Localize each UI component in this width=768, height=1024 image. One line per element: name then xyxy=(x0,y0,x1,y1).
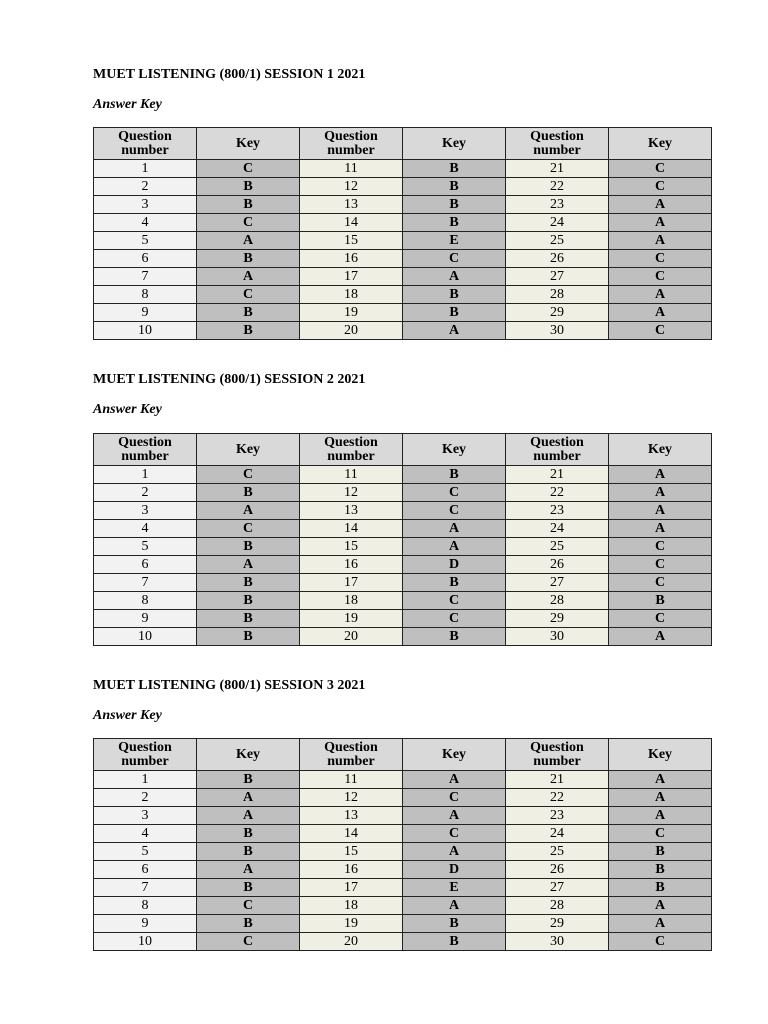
answer-key-cell: B xyxy=(197,250,300,268)
answer-key-cell: A xyxy=(403,322,506,340)
answer-key-cell: A xyxy=(609,897,712,915)
table-row xyxy=(94,484,712,502)
question-number-cell: 15 xyxy=(300,843,403,861)
answer-key-cell: A xyxy=(197,861,300,879)
column-header-key: Key xyxy=(197,739,300,771)
question-number-cell: 8 xyxy=(94,897,197,915)
answer-key-cell: C xyxy=(403,610,506,628)
answer-key-cell: A xyxy=(403,520,506,538)
answer-key-cell: C xyxy=(609,825,712,843)
question-number-cell: 28 xyxy=(506,592,609,610)
question-number-cell: 11 xyxy=(300,160,403,178)
question-number-cell: 21 xyxy=(506,466,609,484)
answer-key-cell: A xyxy=(609,484,712,502)
question-number-cell: 6 xyxy=(94,556,197,574)
question-number-cell: 6 xyxy=(94,861,197,879)
table-row xyxy=(94,250,712,268)
answer-key-cell: B xyxy=(197,574,300,592)
table-header-row xyxy=(94,739,712,771)
answer-key-cell: A xyxy=(609,520,712,538)
answer-key-cell: C xyxy=(609,610,712,628)
answer-key-cell: A xyxy=(609,771,712,789)
question-number-cell: 2 xyxy=(94,178,197,196)
answer-key-cell: C xyxy=(197,214,300,232)
question-number-cell: 23 xyxy=(506,196,609,214)
answer-key-cell: C xyxy=(609,556,712,574)
question-number-cell: 14 xyxy=(300,520,403,538)
answer-key-cell: C xyxy=(403,502,506,520)
column-header-key: Key xyxy=(609,128,712,160)
answer-key-cell: A xyxy=(197,268,300,286)
answer-key-cell: B xyxy=(197,771,300,789)
table-row xyxy=(94,807,712,825)
question-number-cell: 22 xyxy=(506,789,609,807)
answer-key-table-session-3 xyxy=(93,738,712,951)
table-row xyxy=(94,574,712,592)
table-row xyxy=(94,196,712,214)
answer-key-cell: A xyxy=(403,843,506,861)
table-row xyxy=(94,861,712,879)
answer-key-cell: A xyxy=(197,807,300,825)
table-row xyxy=(94,556,712,574)
table-row xyxy=(94,789,712,807)
question-number-cell: 17 xyxy=(300,574,403,592)
question-number-cell: 8 xyxy=(94,592,197,610)
answer-key-cell: B xyxy=(609,879,712,897)
question-number-cell: 4 xyxy=(94,825,197,843)
answer-key-cell: A xyxy=(197,232,300,250)
column-header-question-number: Question number xyxy=(300,739,403,771)
question-number-cell: 19 xyxy=(300,304,403,322)
column-header-key: Key xyxy=(609,739,712,771)
question-number-cell: 23 xyxy=(506,807,609,825)
question-number-cell: 12 xyxy=(300,178,403,196)
question-number-cell: 16 xyxy=(300,250,403,268)
question-number-cell: 14 xyxy=(300,825,403,843)
question-number-cell: 16 xyxy=(300,861,403,879)
answer-key-cell: C xyxy=(609,160,712,178)
question-number-cell: 1 xyxy=(94,160,197,178)
answer-key-cell: B xyxy=(403,160,506,178)
answer-key-cell: B xyxy=(197,538,300,556)
question-number-cell: 11 xyxy=(300,466,403,484)
answer-key-cell: C xyxy=(197,466,300,484)
question-number-cell: 22 xyxy=(506,178,609,196)
question-number-cell: 24 xyxy=(506,214,609,232)
column-header-question-number: Question number xyxy=(300,434,403,466)
question-number-cell: 28 xyxy=(506,286,609,304)
column-header-question-number: Question number xyxy=(94,739,197,771)
question-number-cell: 29 xyxy=(506,915,609,933)
question-number-cell: 13 xyxy=(300,196,403,214)
column-header-key: Key xyxy=(197,128,300,160)
column-header-key: Key xyxy=(403,739,506,771)
question-number-cell: 7 xyxy=(94,879,197,897)
question-number-cell: 14 xyxy=(300,214,403,232)
answer-key-cell: A xyxy=(403,771,506,789)
question-number-cell: 25 xyxy=(506,843,609,861)
question-number-cell: 10 xyxy=(94,628,197,646)
answer-key-cell: B xyxy=(403,628,506,646)
answer-key-cell: B xyxy=(403,178,506,196)
table-row xyxy=(94,879,712,897)
table-row xyxy=(94,933,712,951)
answer-key-cell: B xyxy=(609,592,712,610)
question-number-cell: 12 xyxy=(300,789,403,807)
table-row xyxy=(94,502,712,520)
answer-key-cell: A xyxy=(609,502,712,520)
answer-key-cell: A xyxy=(609,628,712,646)
table-row xyxy=(94,610,712,628)
question-number-cell: 7 xyxy=(94,574,197,592)
answer-key-cell: B xyxy=(609,861,712,879)
table-row xyxy=(94,466,712,484)
question-number-cell: 26 xyxy=(506,861,609,879)
answer-key-cell: B xyxy=(197,879,300,897)
answer-key-cell: C xyxy=(609,933,712,951)
question-number-cell: 10 xyxy=(94,322,197,340)
question-number-cell: 1 xyxy=(94,466,197,484)
answer-key-cell: B xyxy=(403,466,506,484)
answer-key-cell: B xyxy=(403,574,506,592)
column-header-question-number: Question number xyxy=(506,739,609,771)
question-number-cell: 21 xyxy=(506,160,609,178)
answer-key-cell: B xyxy=(197,484,300,502)
table-row xyxy=(94,160,712,178)
column-header-question-number: Question number xyxy=(300,128,403,160)
answer-key-cell: A xyxy=(197,789,300,807)
question-number-cell: 7 xyxy=(94,268,197,286)
question-number-cell: 20 xyxy=(300,933,403,951)
question-number-cell: 12 xyxy=(300,484,403,502)
answer-key-cell: C xyxy=(609,574,712,592)
answer-key-cell: B xyxy=(197,592,300,610)
table-row xyxy=(94,322,712,340)
answer-key-cell: C xyxy=(197,897,300,915)
table-header-row xyxy=(94,128,712,160)
answer-key-cell: C xyxy=(609,250,712,268)
answer-key-cell: A xyxy=(609,789,712,807)
answer-key-cell: B xyxy=(403,304,506,322)
question-number-cell: 13 xyxy=(300,502,403,520)
answer-key-cell: B xyxy=(197,304,300,322)
answer-key-cell: A xyxy=(403,897,506,915)
question-number-cell: 9 xyxy=(94,610,197,628)
answer-key-cell: A xyxy=(609,232,712,250)
question-number-cell: 27 xyxy=(506,268,609,286)
column-header-key: Key xyxy=(403,434,506,466)
answer-key-cell: C xyxy=(609,268,712,286)
table-row xyxy=(94,286,712,304)
answer-key-cell: B xyxy=(403,933,506,951)
section-3-subtitle: Answer Key xyxy=(93,708,162,723)
answer-key-cell: B xyxy=(403,286,506,304)
table-row xyxy=(94,178,712,196)
answer-key-cell: C xyxy=(197,933,300,951)
question-number-cell: 30 xyxy=(506,322,609,340)
question-number-cell: 3 xyxy=(94,502,197,520)
answer-key-cell: D xyxy=(403,861,506,879)
answer-key-cell: C xyxy=(609,322,712,340)
question-number-cell: 3 xyxy=(94,807,197,825)
answer-key-cell: C xyxy=(609,538,712,556)
answer-key-cell: A xyxy=(609,196,712,214)
answer-key-cell: C xyxy=(197,160,300,178)
question-number-cell: 27 xyxy=(506,574,609,592)
answer-key-cell: C xyxy=(403,825,506,843)
answer-key-cell: A xyxy=(609,915,712,933)
question-number-cell: 28 xyxy=(506,897,609,915)
answer-key-cell: B xyxy=(197,843,300,861)
answer-key-cell: A xyxy=(403,538,506,556)
question-number-cell: 4 xyxy=(94,214,197,232)
question-number-cell: 26 xyxy=(506,250,609,268)
question-number-cell: 17 xyxy=(300,879,403,897)
table-row xyxy=(94,520,712,538)
question-number-cell: 30 xyxy=(506,933,609,951)
answer-key-cell: E xyxy=(403,232,506,250)
question-number-cell: 9 xyxy=(94,915,197,933)
question-number-cell: 18 xyxy=(300,592,403,610)
column-header-question-number: Question number xyxy=(94,128,197,160)
question-number-cell: 23 xyxy=(506,502,609,520)
column-header-question-number: Question number xyxy=(506,128,609,160)
section-2-title: MUET LISTENING (800/1) SESSION 2 2021 xyxy=(93,372,366,387)
table-row xyxy=(94,304,712,322)
answer-key-cell: A xyxy=(403,807,506,825)
question-number-cell: 22 xyxy=(506,484,609,502)
question-number-cell: 25 xyxy=(506,232,609,250)
question-number-cell: 27 xyxy=(506,879,609,897)
question-number-cell: 24 xyxy=(506,825,609,843)
answer-key-cell: C xyxy=(403,250,506,268)
answer-key-cell: A xyxy=(609,286,712,304)
answer-key-cell: B xyxy=(197,825,300,843)
question-number-cell: 9 xyxy=(94,304,197,322)
table-row xyxy=(94,268,712,286)
answer-key-cell: B xyxy=(403,915,506,933)
answer-key-cell: A xyxy=(609,304,712,322)
table-row xyxy=(94,232,712,250)
question-number-cell: 10 xyxy=(94,933,197,951)
table-row xyxy=(94,843,712,861)
column-header-question-number: Question number xyxy=(94,434,197,466)
answer-key-cell: D xyxy=(403,556,506,574)
question-number-cell: 4 xyxy=(94,520,197,538)
question-number-cell: 3 xyxy=(94,196,197,214)
answer-key-cell: A xyxy=(609,807,712,825)
answer-key-cell: A xyxy=(609,466,712,484)
section-1-subtitle: Answer Key xyxy=(93,97,162,112)
column-header-key: Key xyxy=(197,434,300,466)
table-row xyxy=(94,214,712,232)
question-number-cell: 5 xyxy=(94,232,197,250)
question-number-cell: 25 xyxy=(506,538,609,556)
question-number-cell: 26 xyxy=(506,556,609,574)
answer-key-cell: A xyxy=(609,214,712,232)
table-row xyxy=(94,771,712,789)
question-number-cell: 16 xyxy=(300,556,403,574)
question-number-cell: 2 xyxy=(94,789,197,807)
question-number-cell: 6 xyxy=(94,250,197,268)
question-number-cell: 15 xyxy=(300,538,403,556)
question-number-cell: 18 xyxy=(300,897,403,915)
question-number-cell: 30 xyxy=(506,628,609,646)
question-number-cell: 29 xyxy=(506,304,609,322)
table-header-row xyxy=(94,434,712,466)
answer-key-cell: A xyxy=(197,502,300,520)
answer-key-cell: B xyxy=(403,196,506,214)
answer-key-cell: B xyxy=(403,214,506,232)
question-number-cell: 19 xyxy=(300,915,403,933)
question-number-cell: 24 xyxy=(506,520,609,538)
answer-key-cell: E xyxy=(403,879,506,897)
answer-key-cell: B xyxy=(197,178,300,196)
question-number-cell: 1 xyxy=(94,771,197,789)
table-row xyxy=(94,628,712,646)
table-row xyxy=(94,897,712,915)
question-number-cell: 11 xyxy=(300,771,403,789)
question-number-cell: 5 xyxy=(94,843,197,861)
question-number-cell: 17 xyxy=(300,268,403,286)
column-header-key: Key xyxy=(403,128,506,160)
answer-key-table-session-2 xyxy=(93,433,712,646)
answer-key-cell: C xyxy=(609,178,712,196)
column-header-key: Key xyxy=(609,434,712,466)
question-number-cell: 18 xyxy=(300,286,403,304)
column-header-question-number: Question number xyxy=(506,434,609,466)
table-row xyxy=(94,592,712,610)
question-number-cell: 8 xyxy=(94,286,197,304)
answer-key-cell: B xyxy=(197,610,300,628)
answer-key-cell: B xyxy=(197,628,300,646)
answer-key-cell: C xyxy=(197,520,300,538)
answer-key-cell: B xyxy=(197,322,300,340)
answer-key-cell: C xyxy=(403,484,506,502)
question-number-cell: 5 xyxy=(94,538,197,556)
answer-key-cell: A xyxy=(197,556,300,574)
table-row xyxy=(94,825,712,843)
table-row xyxy=(94,538,712,556)
question-number-cell: 29 xyxy=(506,610,609,628)
question-number-cell: 2 xyxy=(94,484,197,502)
answer-key-cell: B xyxy=(197,196,300,214)
question-number-cell: 20 xyxy=(300,322,403,340)
question-number-cell: 19 xyxy=(300,610,403,628)
question-number-cell: 21 xyxy=(506,771,609,789)
answer-key-cell: C xyxy=(403,592,506,610)
section-1-title: MUET LISTENING (800/1) SESSION 1 2021 xyxy=(93,67,366,82)
section-3-title: MUET LISTENING (800/1) SESSION 3 2021 xyxy=(93,678,366,693)
answer-key-cell: B xyxy=(609,843,712,861)
section-2-subtitle: Answer Key xyxy=(93,402,162,417)
question-number-cell: 20 xyxy=(300,628,403,646)
question-number-cell: 13 xyxy=(300,807,403,825)
question-number-cell: 15 xyxy=(300,232,403,250)
table-row xyxy=(94,915,712,933)
answer-key-cell: C xyxy=(197,286,300,304)
answer-key-cell: C xyxy=(403,789,506,807)
answer-key-cell: B xyxy=(197,915,300,933)
answer-key-table-session-1 xyxy=(93,127,712,340)
answer-key-cell: A xyxy=(403,268,506,286)
